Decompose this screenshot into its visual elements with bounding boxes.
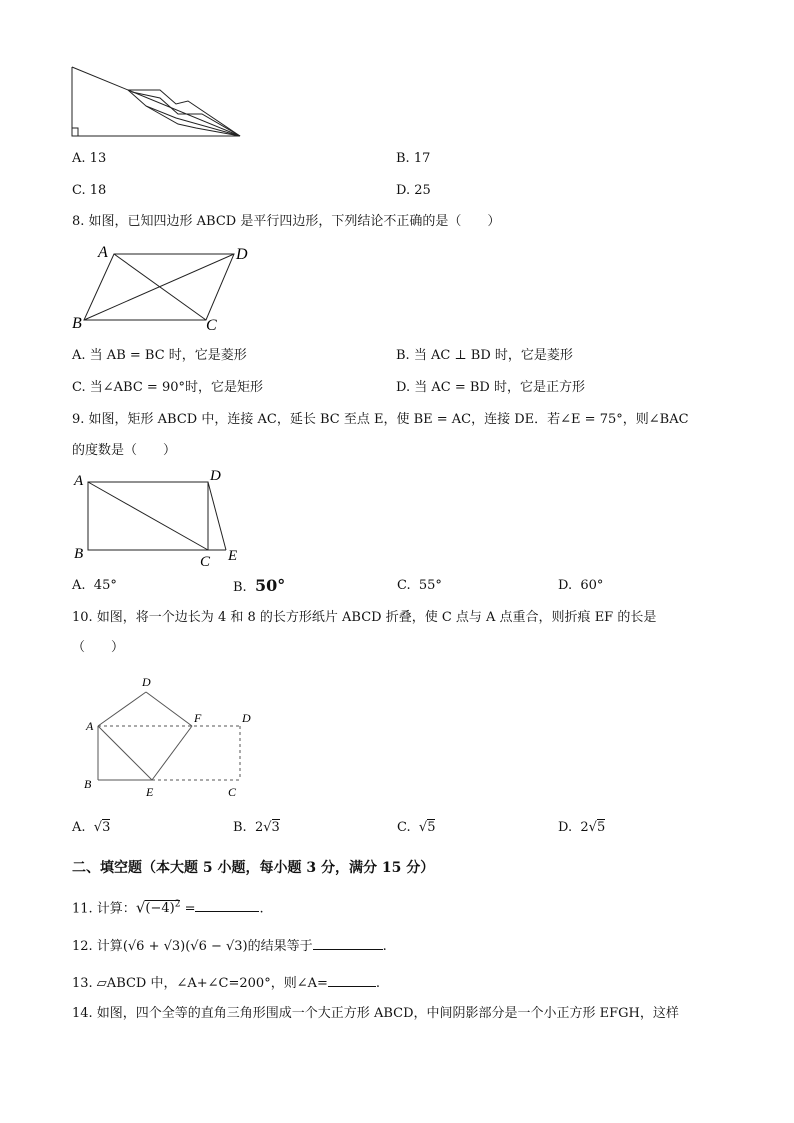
q8-option-c[interactable]: C. 当∠ABC = 90°时，它是矩形 [72, 380, 263, 395]
q7-options-row2 [72, 183, 752, 201]
sqrt-icon: √ [93, 820, 103, 835]
q9-option-c[interactable]: C. 55° [397, 578, 442, 593]
q8-label-c: C [206, 317, 217, 334]
q9-options [72, 578, 752, 596]
q10-label-c: C [228, 785, 237, 799]
q9-label-b: B [74, 546, 84, 562]
q10-crease-ef [152, 726, 192, 780]
q10-option-c[interactable]: C. √5 [397, 820, 436, 835]
q10-stem-line1: 10. 如图，将一个边长为 4 和 8 的长方形纸片 ABCD 折叠，使 C 点与 A 点重合，则折痕 EF 的长是 [72, 610, 657, 625]
q9-figure-rectangle [68, 466, 248, 572]
q10-option-a[interactable]: A. √3 [72, 820, 111, 835]
q9-stem-line1: 9. 如图，矩形 ABCD 中，连接 AC，延长 BC 至点 E，使 BE = AC，连接 DE．若∠E = 75°，则∠BAC [72, 412, 689, 427]
q8-option-a[interactable]: A. 当 AB = BC 时，它是菱形 [72, 348, 247, 363]
q12: 12. 计算(√6 + √3)(√6 − √3)的结果等于 . [72, 936, 387, 956]
q7-options [72, 151, 752, 169]
q10-label-a: A [86, 719, 94, 733]
q8-stem: 8. 如图，已知四边形 ABCD 是平行四边形，下列结论不正确的是（ ） [72, 214, 501, 229]
q10-label-e: E [146, 785, 154, 799]
q10-option-b[interactable]: B. 2√3 [233, 820, 280, 835]
q9-option-a[interactable]: A. 45° [72, 578, 117, 593]
q9-label-c: C [200, 554, 211, 570]
q10-label-d-top: D [142, 675, 151, 689]
q8-label-b: B [72, 315, 82, 332]
sqrt-icon: √ [418, 820, 428, 835]
q7-figure [68, 64, 248, 140]
q10-label-f: F [194, 711, 202, 725]
q9-option-b[interactable]: B. 50° [233, 576, 286, 595]
sqrt-icon: √ [135, 898, 146, 917]
q8-label-a: A [98, 244, 108, 261]
q7-right-triangle [72, 67, 240, 136]
q9-segment-de [208, 482, 226, 550]
q11: 11. 计算：$√(-4)^2$ = . [72, 898, 264, 917]
q12-answer-blank[interactable] [313, 936, 383, 950]
q8-diagonal-bd [84, 254, 234, 320]
sqrt-icon: √ [588, 820, 597, 835]
q10-option-d[interactable]: D. 2√5 [558, 820, 606, 835]
q13-answer-blank[interactable] [328, 973, 376, 987]
q9-label-e: E [228, 548, 238, 564]
q8-label-d: D [236, 246, 248, 263]
q10-label-b: B [84, 777, 92, 791]
q10-options [72, 820, 752, 842]
q10-fold-ad [98, 692, 146, 726]
q10-segment-ae [98, 726, 152, 780]
q7-option-c[interactable]: C. 18 [72, 183, 107, 198]
q9-diagonal-ac [88, 482, 208, 550]
q10-stem-line2: （ ） [72, 640, 125, 655]
q9-label-a: A [74, 473, 84, 489]
q10-figure-fold [80, 672, 260, 802]
q10-fold-df [146, 692, 192, 726]
q8-figure-parallelogram [68, 242, 258, 334]
q10-option-b-coef: 2 [254, 820, 264, 835]
q9-stem-line2: 的度数是（ ） [72, 443, 177, 458]
q14-stem: 14. 如图，四个全等的直角三角形围成一个大正方形 ABCD，中间阴影部分是一个小正方形 EFGH，这样 [72, 1006, 679, 1021]
q7-option-d[interactable]: D. 25 [396, 183, 431, 198]
q7-option-a[interactable]: A. 13 [72, 151, 107, 166]
q8-option-d[interactable]: D. 当 AC = BD 时，它是正方形 [396, 380, 585, 395]
q7-option-b[interactable]: B. 17 [396, 151, 431, 166]
q9-label-d: D [210, 468, 221, 484]
q10-option-d-coef: 2 [580, 820, 589, 835]
q8-options [72, 348, 752, 366]
q10-label-d-right: D [242, 711, 251, 725]
q8-options-row2 [72, 380, 752, 398]
q9-option-d[interactable]: D. 60° [558, 578, 604, 593]
q11-answer-blank[interactable] [195, 898, 259, 912]
q8-option-b[interactable]: B. 当 AC ⊥ BD 时，它是菱形 [396, 348, 573, 363]
sqrt-icon: √ [263, 820, 272, 835]
section2-title: 二、填空题（本大题 5 小题，每小题 3 分，满分 15 分） [72, 860, 435, 876]
q13: 13. ▱ABCD 中，∠A+∠C=200°，则∠A= . [72, 973, 380, 992]
